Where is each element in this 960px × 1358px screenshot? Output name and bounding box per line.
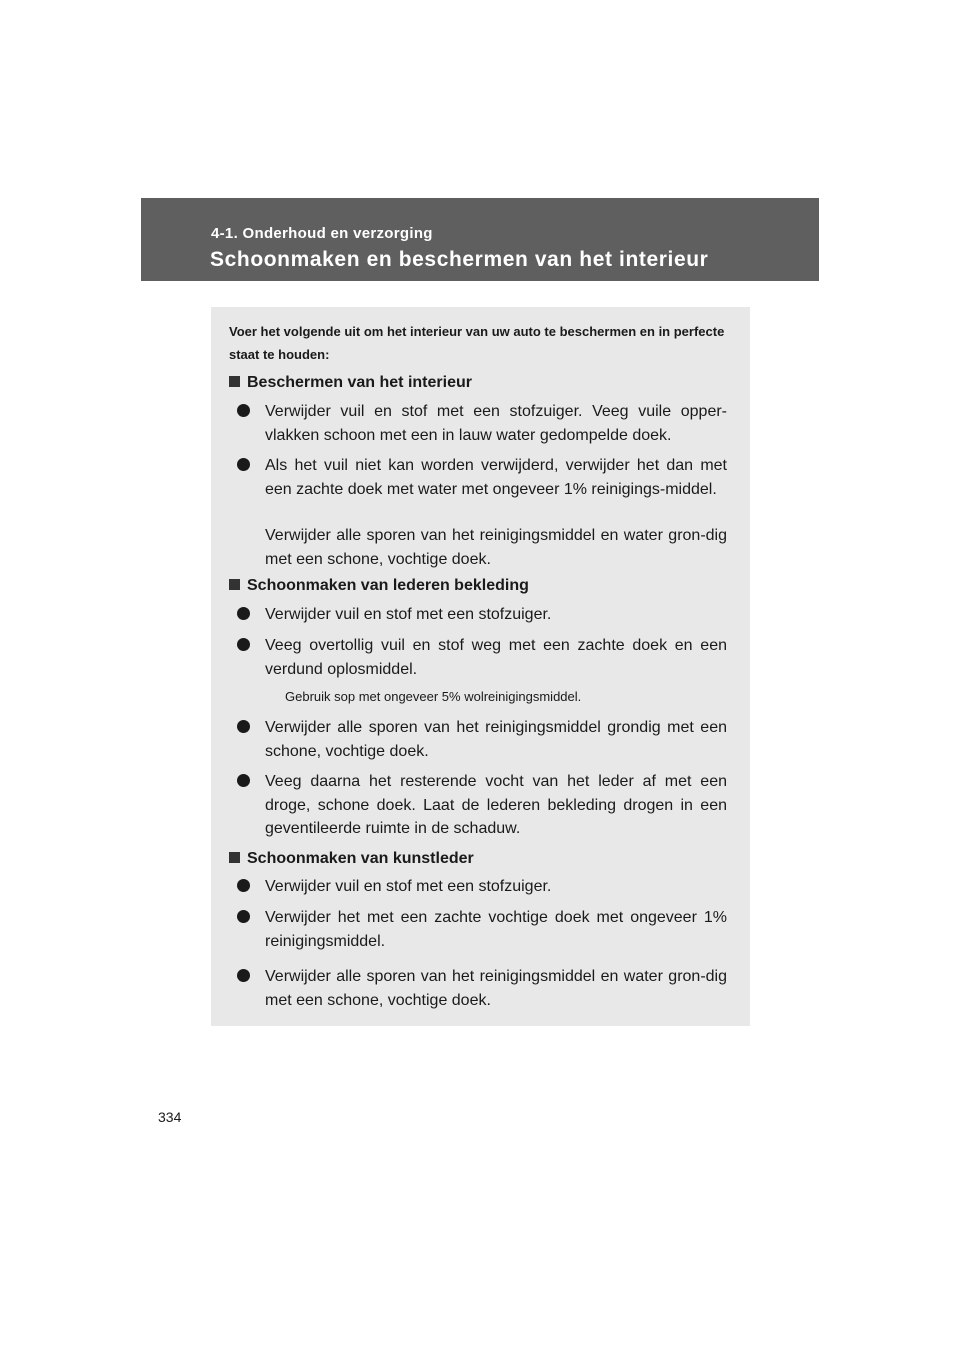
heading-label: Schoonmaken van lederen bekleding <box>247 577 529 594</box>
heading-label: Beschermen van het interieur <box>247 374 472 391</box>
intro-text: Voer het volgende uit om het interieur van uw auto te beschermen en in perfecte staat te houden: <box>229 324 725 362</box>
bullet-dot-icon <box>237 404 250 417</box>
list-item-text: Veeg daarna het resterende vocht van het leder af met een droge, schone doek. Laat de lederen bekleding drogen in een geventileerde ruimte in de schaduw. <box>265 773 727 837</box>
list-item <box>237 875 727 899</box>
list-item-continuation <box>237 524 727 571</box>
heading-kunstleder <box>229 850 474 868</box>
list-item <box>237 716 727 763</box>
bullet-dot-icon <box>237 638 250 651</box>
bullet-dot-icon <box>237 969 250 982</box>
list-item-text: Verwijder alle sporen van het reinigingsmiddel grondig met een schone, vochtige doek. <box>265 719 727 760</box>
list-item <box>237 906 727 953</box>
bullet-dot-icon <box>237 879 250 892</box>
square-bullet-icon <box>229 579 240 590</box>
section-label: 4-1. Onderhoud en verzorging <box>211 225 433 242</box>
list-item <box>237 770 727 841</box>
bullet-dot-icon <box>237 458 250 471</box>
list-item-text: Verwijder alle sporen van het reinigingsmiddel en water gron-dig met een schone, vochtige doek. <box>265 968 727 1009</box>
square-bullet-icon <box>229 852 240 863</box>
heading-label: Schoonmaken van kunstleder <box>247 850 474 867</box>
list-item <box>237 454 727 501</box>
list-item <box>237 603 727 627</box>
list-item <box>237 400 727 447</box>
list-item-text: Verwijder het met een zachte vochtige doek met ongeveer 1% reinigingsmiddel. <box>265 909 727 950</box>
list-item-text: Verwijder alle sporen van het reinigingsmiddel en water gron-dig met een schone, vochtige doek. <box>265 527 727 568</box>
list-item-text: Als het vuil niet kan worden verwijderd, verwijder het dan met een zachte doek met water met ongeveer 1% reinigings-middel. <box>265 457 727 498</box>
bullet-dot-icon <box>237 910 250 923</box>
list-item <box>237 634 727 681</box>
chapter-header <box>141 198 819 281</box>
heading-beschermen <box>229 374 472 392</box>
square-bullet-icon <box>229 376 240 387</box>
page-title: Schoonmaken en beschermen van het interieur <box>210 248 709 271</box>
note-text: Gebruik sop met ongeveer 5% wolreinigingsmiddel. <box>285 689 582 704</box>
heading-lederen-bekleding <box>229 577 529 595</box>
list-item <box>237 965 727 1012</box>
list-item-text: Verwijder vuil en stof met een stofzuiger. Veeg vuile opper-vlakken schoon met een in lauw water gedompelde doek. <box>265 403 727 444</box>
bullet-dot-icon <box>237 607 250 620</box>
list-item-text: Veeg overtollig vuil en stof weg met een zachte doek en een verdund oplosmiddel. <box>265 637 727 678</box>
bullet-dot-icon <box>237 774 250 787</box>
list-item-text: Verwijder vuil en stof met een stofzuiger. <box>265 878 552 895</box>
page-number: 334 <box>158 1109 182 1125</box>
bullet-dot-icon <box>237 720 250 733</box>
list-item-text: Verwijder vuil en stof met een stofzuiger. <box>265 606 552 623</box>
content-box <box>211 307 750 1026</box>
